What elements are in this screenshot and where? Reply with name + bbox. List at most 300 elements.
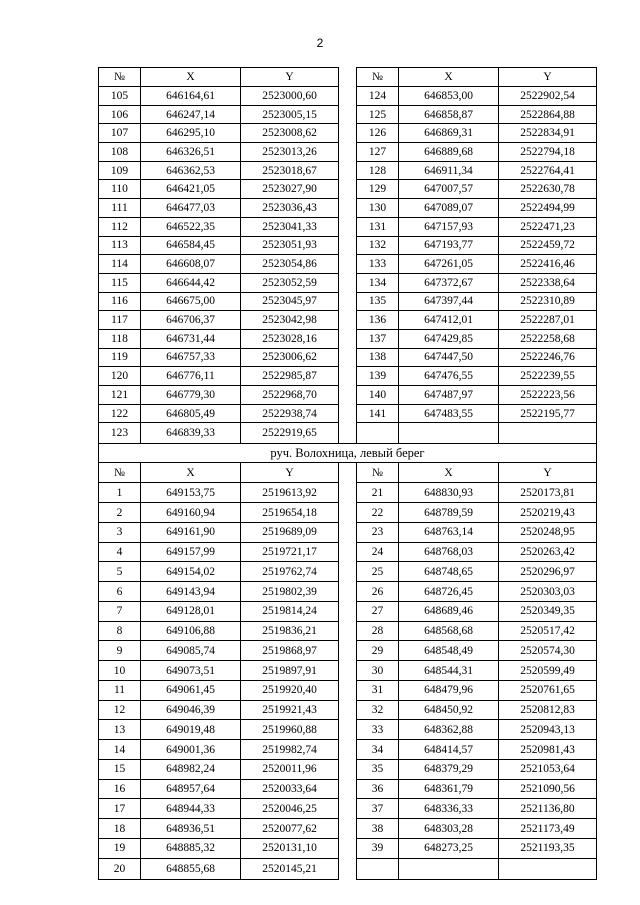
coord-x: 646839,33	[141, 423, 241, 444]
coord-y: 2522459,72	[499, 236, 597, 255]
coord-x: 648568,68	[399, 621, 499, 641]
point-number: 16	[99, 779, 141, 799]
point-number: 34	[357, 740, 399, 760]
coord-y: 2520248,95	[499, 522, 597, 542]
point-number: 27	[357, 601, 399, 621]
coord-x: 646644,42	[141, 273, 241, 292]
point-number: 139	[357, 367, 399, 386]
point-number: 12	[99, 700, 141, 720]
point-number: 32	[357, 700, 399, 720]
table-row	[99, 329, 597, 348]
coord-y: 2520046,25	[241, 799, 339, 819]
coord-x: 648548,49	[399, 641, 499, 661]
table-row	[99, 105, 597, 124]
coord-x: 648450,92	[399, 700, 499, 720]
coord-x: 648361,79	[399, 779, 499, 799]
coord-y: 2519689,09	[241, 522, 339, 542]
point-number: 39	[357, 838, 399, 858]
column-gap	[339, 386, 357, 405]
coord-y: 2522764,41	[499, 161, 597, 180]
point-number: 121	[99, 386, 141, 405]
point-number: 5	[99, 562, 141, 582]
coord-x: 646757,33	[141, 348, 241, 367]
header-num: №	[99, 463, 141, 483]
table-row	[99, 483, 597, 503]
coord-x: 649085,74	[141, 641, 241, 661]
point-number: 110	[99, 180, 141, 199]
coord-y: 2522195,77	[499, 404, 597, 423]
coord-x: 646295,10	[141, 124, 241, 143]
point-number: 31	[357, 680, 399, 700]
coord-y: 2523042,98	[241, 311, 339, 330]
point-number: 130	[357, 199, 399, 218]
coord-y: 2520599,49	[499, 661, 597, 681]
coord-y: 2520219,43	[499, 503, 597, 523]
point-number: 111	[99, 199, 141, 218]
coord-x: 647007,57	[399, 180, 499, 199]
point-number: 23	[357, 522, 399, 542]
coord-x: 648936,51	[141, 819, 241, 839]
point-number: 106	[99, 105, 141, 124]
coord-x: 646731,44	[141, 329, 241, 348]
point-number: 17	[99, 799, 141, 819]
column-gap	[339, 124, 357, 143]
table-row	[99, 236, 597, 255]
table-row	[99, 180, 597, 199]
column-gap	[339, 217, 357, 236]
coord-x: 648726,45	[399, 582, 499, 602]
coord-x: 649019,48	[141, 720, 241, 740]
column-gap	[339, 255, 357, 274]
coord-y: 2520145,21	[241, 858, 339, 879]
coord-x: 646326,51	[141, 143, 241, 162]
column-gap	[339, 680, 357, 700]
column-gap	[339, 329, 357, 348]
point-number: 138	[357, 348, 399, 367]
coord-x	[399, 423, 499, 444]
table-row	[99, 292, 597, 311]
point-number: 37	[357, 799, 399, 819]
coord-y: 2521193,35	[499, 838, 597, 858]
coord-x: 646858,87	[399, 105, 499, 124]
column-gap	[339, 180, 357, 199]
point-number: 8	[99, 621, 141, 641]
column-gap	[339, 740, 357, 760]
header-y: Y	[241, 68, 339, 87]
coord-y: 2523041,33	[241, 217, 339, 236]
column-gap	[339, 199, 357, 218]
table-row	[99, 386, 597, 405]
coord-x: 646608,07	[141, 255, 241, 274]
coord-x: 648689,46	[399, 601, 499, 621]
point-number: 21	[357, 483, 399, 503]
header-num: №	[357, 68, 399, 87]
coord-y: 2520574,30	[499, 641, 597, 661]
coord-y: 2522258,68	[499, 329, 597, 348]
coord-x	[399, 858, 499, 879]
header-num: №	[357, 463, 399, 483]
column-gap	[339, 161, 357, 180]
column-gap	[339, 522, 357, 542]
column-gap	[339, 799, 357, 819]
table-row	[99, 87, 597, 106]
column-gap	[339, 483, 357, 503]
coord-y: 2519814,24	[241, 601, 339, 621]
column-gap	[339, 700, 357, 720]
header-row	[99, 68, 597, 87]
point-number: 4	[99, 542, 141, 562]
point-number: 126	[357, 124, 399, 143]
point-number: 120	[99, 367, 141, 386]
coord-x: 647429,85	[399, 329, 499, 348]
table-row	[99, 819, 597, 839]
coord-x: 646522,35	[141, 217, 241, 236]
table-row	[99, 680, 597, 700]
coord-y: 2520296,97	[499, 562, 597, 582]
coord-y: 2521053,64	[499, 759, 597, 779]
coord-y: 2519613,92	[241, 483, 339, 503]
table-row	[99, 601, 597, 621]
coord-y: 2519921,43	[241, 700, 339, 720]
section-title-row	[99, 444, 597, 463]
coord-y: 2522985,87	[241, 367, 339, 386]
table-row	[99, 311, 597, 330]
coord-y: 2522864,88	[499, 105, 597, 124]
point-number: 29	[357, 641, 399, 661]
point-number	[357, 423, 399, 444]
point-number: 127	[357, 143, 399, 162]
page-number: 2	[316, 36, 324, 50]
coord-y: 2520517,42	[499, 621, 597, 641]
coord-x: 646779,30	[141, 386, 241, 405]
header-x: X	[399, 463, 499, 483]
point-number: 135	[357, 292, 399, 311]
coord-x: 649160,94	[141, 503, 241, 523]
header-y: Y	[499, 68, 597, 87]
table-row	[99, 161, 597, 180]
coord-x: 648379,29	[399, 759, 499, 779]
header-y: Y	[241, 463, 339, 483]
column-gap	[339, 621, 357, 641]
column-gap	[339, 273, 357, 292]
point-number: 122	[99, 404, 141, 423]
coord-y: 2522834,91	[499, 124, 597, 143]
point-number: 133	[357, 255, 399, 274]
coord-y: 2522938,74	[241, 404, 339, 423]
point-number: 25	[357, 562, 399, 582]
coord-x: 646164,61	[141, 87, 241, 106]
header-y: Y	[499, 463, 597, 483]
coord-x: 649046,39	[141, 700, 241, 720]
column-gap	[339, 503, 357, 523]
table-row	[99, 720, 597, 740]
coord-x: 647397,44	[399, 292, 499, 311]
coord-y: 2522968,70	[241, 386, 339, 405]
coord-x: 647089,07	[399, 199, 499, 218]
column-gap	[339, 601, 357, 621]
column-gap	[339, 236, 357, 255]
coord-y: 2522416,46	[499, 255, 597, 274]
coord-x: 648982,24	[141, 759, 241, 779]
coord-y: 2519802,39	[241, 582, 339, 602]
coord-x: 648362,88	[399, 720, 499, 740]
point-number: 128	[357, 161, 399, 180]
point-number: 140	[357, 386, 399, 405]
point-number: 3	[99, 522, 141, 542]
coord-y: 2519897,91	[241, 661, 339, 681]
coord-y: 2523018,67	[241, 161, 339, 180]
coord-y: 2523045,97	[241, 292, 339, 311]
column-gap	[339, 423, 357, 444]
point-number: 134	[357, 273, 399, 292]
table-row	[99, 199, 597, 218]
header-x: X	[399, 68, 499, 87]
coord-x: 647372,67	[399, 273, 499, 292]
coord-x: 648748,65	[399, 562, 499, 582]
table-row	[99, 858, 597, 879]
table-row	[99, 143, 597, 162]
coord-y: 2520263,42	[499, 542, 597, 562]
column-gap	[339, 292, 357, 311]
coord-y: 2520761,65	[499, 680, 597, 700]
point-number: 131	[357, 217, 399, 236]
coord-y: 2520011,96	[241, 759, 339, 779]
point-number: 129	[357, 180, 399, 199]
column-gap	[339, 562, 357, 582]
column-gap	[339, 542, 357, 562]
table-row	[99, 423, 597, 444]
coord-x: 649157,99	[141, 542, 241, 562]
coord-x: 646776,11	[141, 367, 241, 386]
point-number: 136	[357, 311, 399, 330]
coord-y: 2521136,80	[499, 799, 597, 819]
coord-x: 647261,05	[399, 255, 499, 274]
header-row	[99, 463, 597, 483]
point-number: 108	[99, 143, 141, 162]
coord-y: 2520173,81	[499, 483, 597, 503]
column-gap	[339, 759, 357, 779]
table-row	[99, 217, 597, 236]
coord-x: 646889,68	[399, 143, 499, 162]
point-number: 38	[357, 819, 399, 839]
coord-y: 2522471,23	[499, 217, 597, 236]
coord-x: 649153,75	[141, 483, 241, 503]
coord-x: 647193,77	[399, 236, 499, 255]
column-gap	[339, 720, 357, 740]
point-number: 11	[99, 680, 141, 700]
table-row	[99, 740, 597, 760]
point-number: 125	[357, 105, 399, 124]
point-number: 33	[357, 720, 399, 740]
point-number: 115	[99, 273, 141, 292]
coord-y: 2521173,49	[499, 819, 597, 839]
coord-y: 2519982,74	[241, 740, 339, 760]
coord-y: 2523028,16	[241, 329, 339, 348]
table-row	[99, 779, 597, 799]
table-row	[99, 273, 597, 292]
coord-x: 646911,34	[399, 161, 499, 180]
coord-x: 647447,50	[399, 348, 499, 367]
point-number: 107	[99, 124, 141, 143]
coordinates-table	[98, 67, 597, 880]
coord-x: 647476,55	[399, 367, 499, 386]
coord-x: 648303,28	[399, 819, 499, 839]
point-number: 116	[99, 292, 141, 311]
column-gap	[339, 348, 357, 367]
point-number: 14	[99, 740, 141, 760]
coord-y: 2519654,18	[241, 503, 339, 523]
point-number	[357, 858, 399, 879]
table-row	[99, 661, 597, 681]
coord-y: 2522919,65	[241, 423, 339, 444]
coord-x: 647412,01	[399, 311, 499, 330]
table-row	[99, 503, 597, 523]
point-number: 119	[99, 348, 141, 367]
coord-x: 648885,32	[141, 838, 241, 858]
coord-y: 2522902,54	[499, 87, 597, 106]
point-number: 35	[357, 759, 399, 779]
coord-x: 648336,33	[399, 799, 499, 819]
coord-x: 649001,36	[141, 740, 241, 760]
coord-y: 2519836,21	[241, 621, 339, 641]
point-number: 13	[99, 720, 141, 740]
point-number: 28	[357, 621, 399, 641]
coord-x: 647483,55	[399, 404, 499, 423]
point-number: 1	[99, 483, 141, 503]
column-gap	[339, 143, 357, 162]
coord-y: 2520349,35	[499, 601, 597, 621]
point-number: 30	[357, 661, 399, 681]
coord-y: 2523036,43	[241, 199, 339, 218]
point-number: 6	[99, 582, 141, 602]
table-row	[99, 700, 597, 720]
table-row	[99, 348, 597, 367]
coord-y: 2520812,83	[499, 700, 597, 720]
coord-x: 646805,49	[141, 404, 241, 423]
coord-y: 2520131,10	[241, 838, 339, 858]
coord-x: 648414,57	[399, 740, 499, 760]
coord-y: 2519721,17	[241, 542, 339, 562]
point-number: 109	[99, 161, 141, 180]
coord-y: 2522338,64	[499, 273, 597, 292]
coord-x: 646675,00	[141, 292, 241, 311]
table-row	[99, 367, 597, 386]
coord-x: 649061,45	[141, 680, 241, 700]
coord-x: 649073,51	[141, 661, 241, 681]
coord-y: 2523054,86	[241, 255, 339, 274]
coord-y: 2522630,78	[499, 180, 597, 199]
table-row	[99, 124, 597, 143]
table-row	[99, 255, 597, 274]
point-number: 124	[357, 87, 399, 106]
column-gap	[339, 87, 357, 106]
point-number: 123	[99, 423, 141, 444]
coord-x: 649128,01	[141, 601, 241, 621]
column-gap	[339, 311, 357, 330]
point-number: 105	[99, 87, 141, 106]
point-number: 118	[99, 329, 141, 348]
coord-y: 2523006,62	[241, 348, 339, 367]
point-number: 114	[99, 255, 141, 274]
table-row	[99, 759, 597, 779]
column-gap	[339, 105, 357, 124]
coord-y	[499, 423, 597, 444]
coord-y: 2522287,01	[499, 311, 597, 330]
table-row	[99, 562, 597, 582]
point-number: 132	[357, 236, 399, 255]
table-row	[99, 404, 597, 423]
coord-x: 646869,31	[399, 124, 499, 143]
section-title: руч. Волохница, левый берег	[99, 444, 597, 463]
coord-x: 648768,03	[399, 542, 499, 562]
table-row	[99, 799, 597, 819]
point-number: 15	[99, 759, 141, 779]
point-number: 117	[99, 311, 141, 330]
coord-y: 2522794,18	[499, 143, 597, 162]
column-gap	[339, 819, 357, 839]
column-gap	[339, 779, 357, 799]
coord-x: 646853,00	[399, 87, 499, 106]
coord-x: 646421,05	[141, 180, 241, 199]
coord-y: 2520033,64	[241, 779, 339, 799]
coord-x: 649154,02	[141, 562, 241, 582]
coord-y: 2523008,62	[241, 124, 339, 143]
point-number: 19	[99, 838, 141, 858]
coord-x: 646477,03	[141, 199, 241, 218]
coord-x: 648944,33	[141, 799, 241, 819]
coord-y: 2520981,43	[499, 740, 597, 760]
coord-x: 648273,25	[399, 838, 499, 858]
column-gap	[339, 838, 357, 858]
coord-y: 2519960,88	[241, 720, 339, 740]
coord-y: 2522246,76	[499, 348, 597, 367]
coord-y: 2523000,60	[241, 87, 339, 106]
coord-y: 2519868,97	[241, 641, 339, 661]
point-number: 20	[99, 858, 141, 879]
coord-x: 649143,94	[141, 582, 241, 602]
point-number: 10	[99, 661, 141, 681]
point-number: 9	[99, 641, 141, 661]
point-number: 2	[99, 503, 141, 523]
coord-x: 648479,96	[399, 680, 499, 700]
coord-y: 2520077,62	[241, 819, 339, 839]
coord-y: 2523005,15	[241, 105, 339, 124]
table-row	[99, 522, 597, 542]
header-x: X	[141, 68, 241, 87]
coord-x: 649106,88	[141, 621, 241, 641]
table-row	[99, 838, 597, 858]
coord-y: 2523027,90	[241, 180, 339, 199]
column-gap	[339, 582, 357, 602]
coord-y: 2522310,89	[499, 292, 597, 311]
point-number: 18	[99, 819, 141, 839]
coord-x: 647157,93	[399, 217, 499, 236]
point-number: 36	[357, 779, 399, 799]
coord-x: 646706,37	[141, 311, 241, 330]
coord-x: 646584,45	[141, 236, 241, 255]
coord-y: 2519762,74	[241, 562, 339, 582]
coord-y: 2523051,93	[241, 236, 339, 255]
coord-x: 649161,90	[141, 522, 241, 542]
coord-y: 2522239,55	[499, 367, 597, 386]
point-number: 26	[357, 582, 399, 602]
coord-y: 2522223,56	[499, 386, 597, 405]
coord-x: 648763,14	[399, 522, 499, 542]
coord-x: 648789,59	[399, 503, 499, 523]
coord-x: 648855,68	[141, 858, 241, 879]
point-number: 112	[99, 217, 141, 236]
header-x: X	[141, 463, 241, 483]
